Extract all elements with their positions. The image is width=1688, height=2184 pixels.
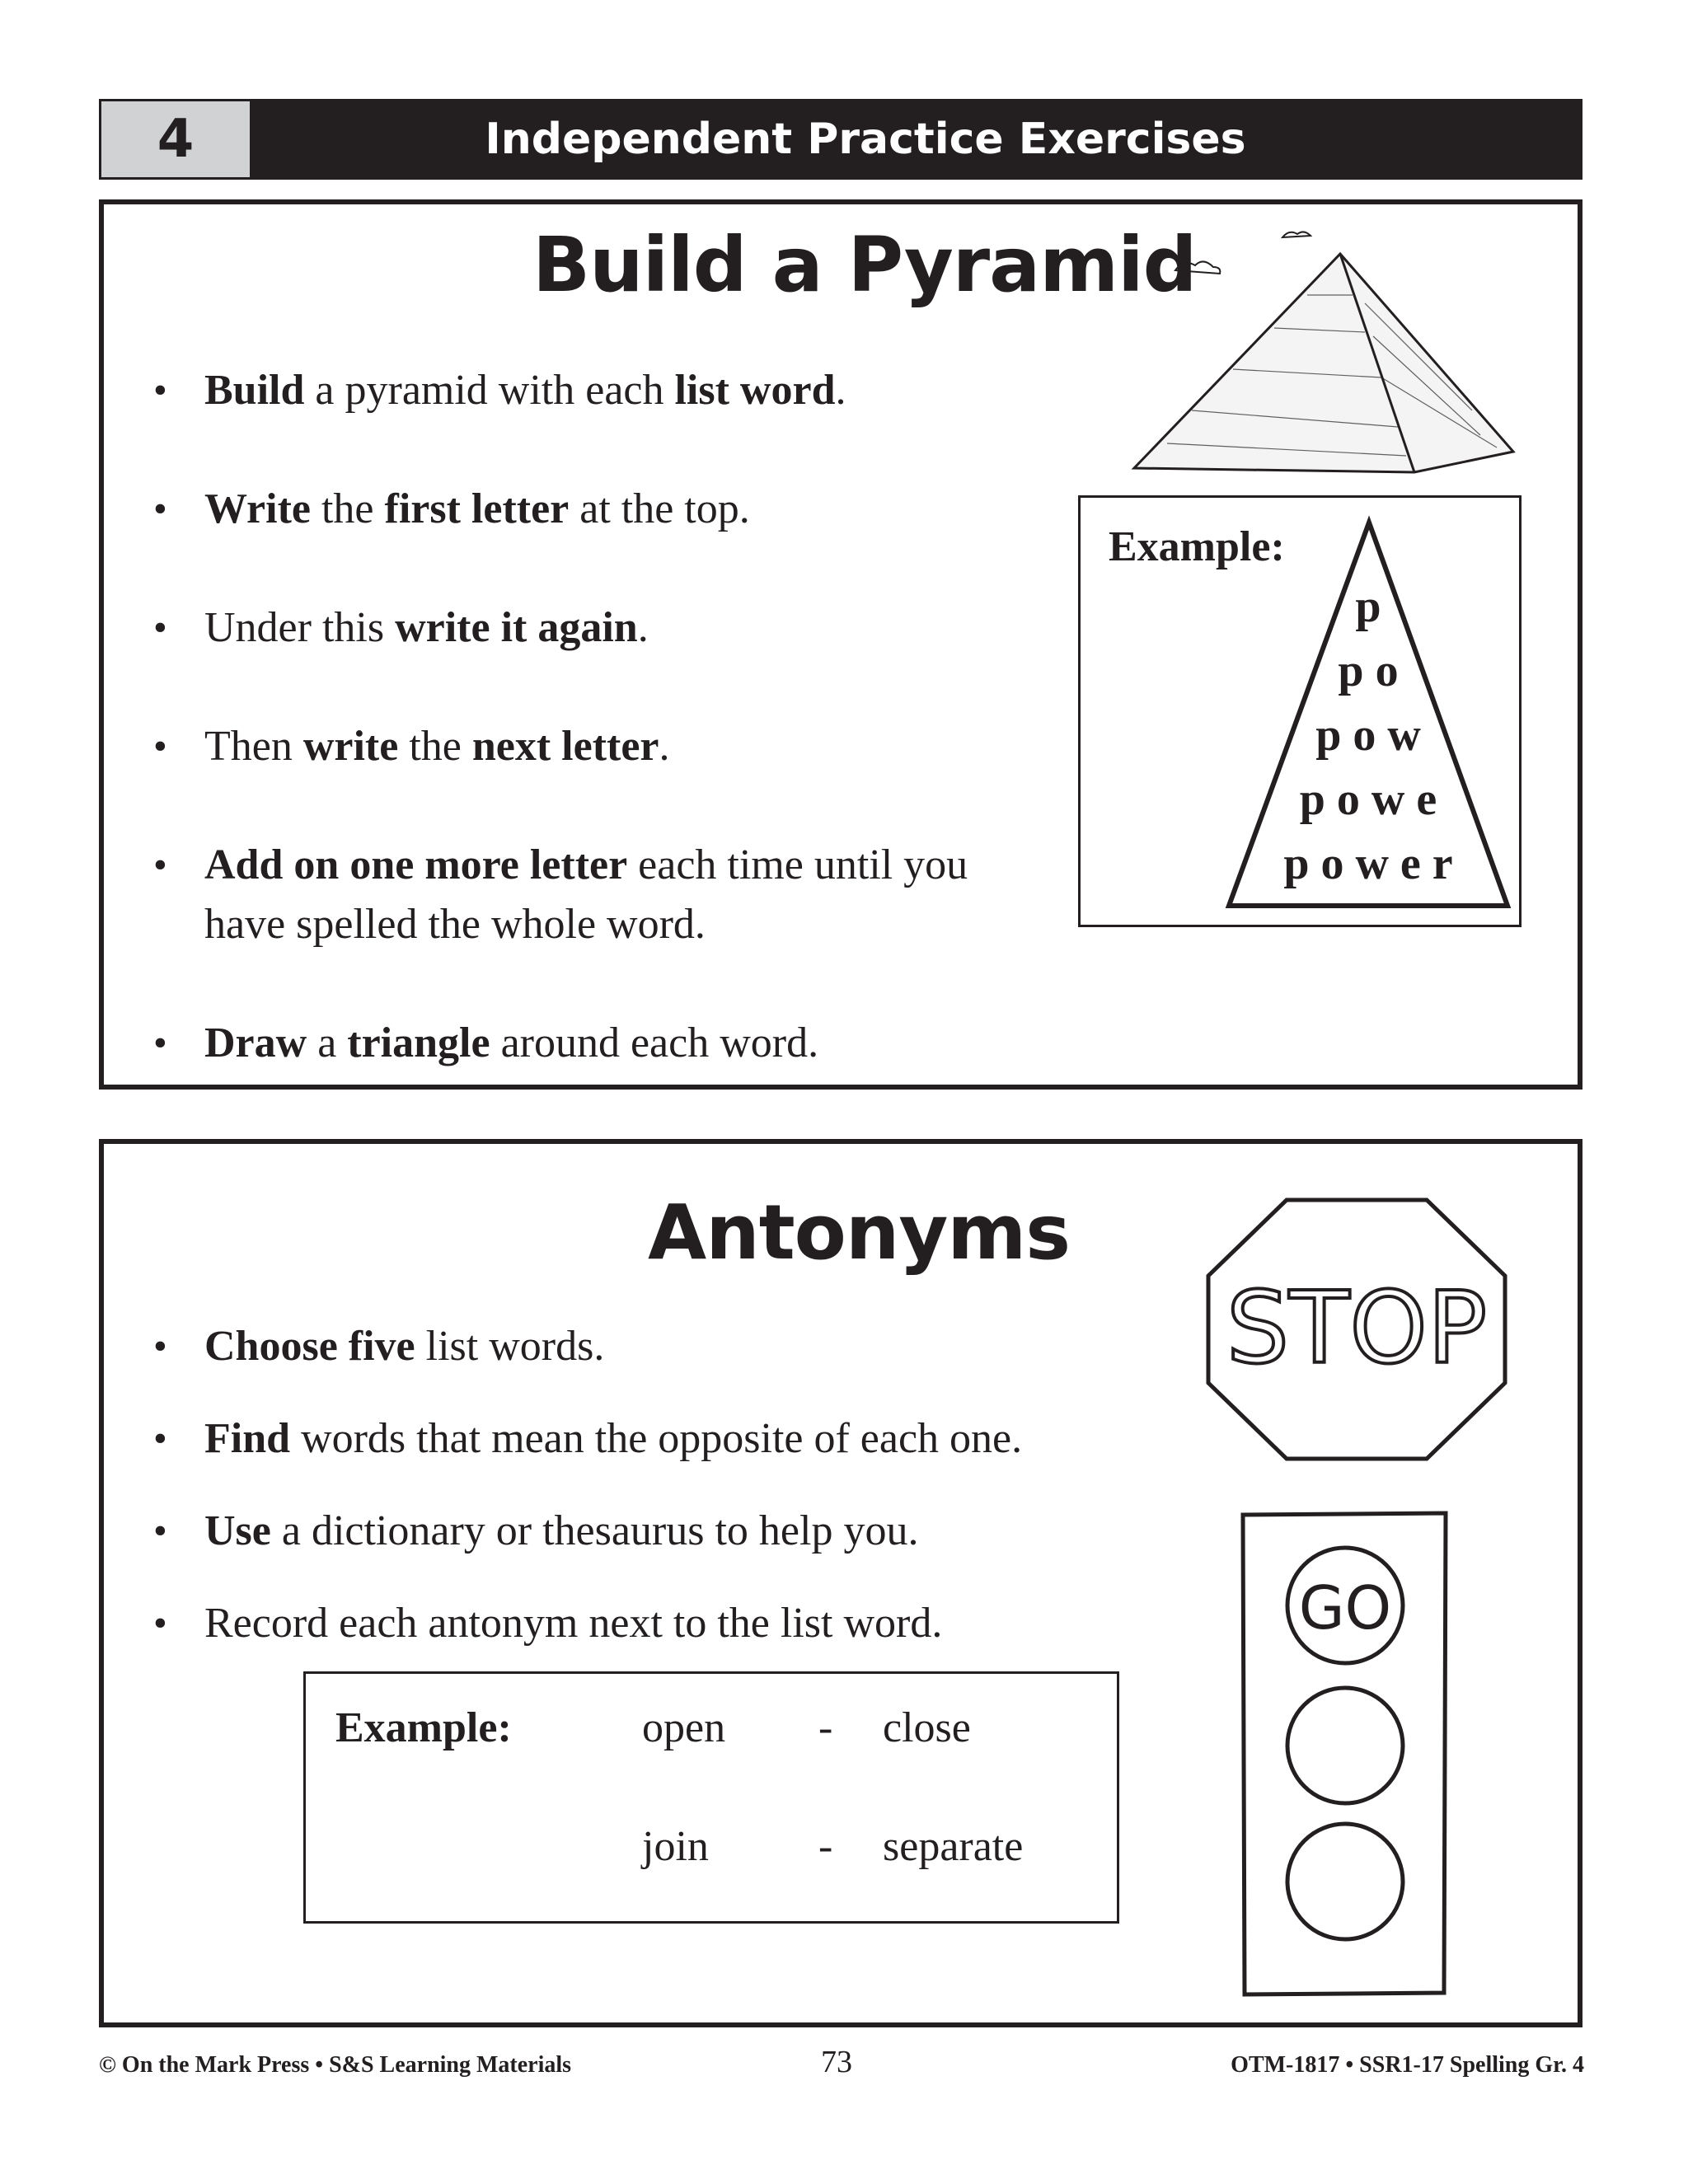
section-title: Independent Practice Exercises <box>485 115 1246 164</box>
antonym-example-box <box>303 1671 1119 1924</box>
instruction-item: • Choose five list words. <box>153 1323 605 1370</box>
antonyms-panel <box>99 1139 1582 2027</box>
pyramid-instructions-list <box>153 361 1126 1132</box>
instruction-item: • Use a dictionary or thesaurus to help you. <box>153 1507 919 1554</box>
pyramid-row: powe <box>1299 774 1449 825</box>
instruction-item: • Then write the next letter. <box>153 723 670 770</box>
pyramid-row: p <box>1355 581 1393 632</box>
list-word: join <box>642 1823 709 1870</box>
footer-publisher: © On the Mark Press • S&S Learning Materials <box>99 2052 572 2078</box>
pyramid-example-box <box>1078 495 1522 927</box>
instruction-item: • Find words that mean the opposite of each one. <box>153 1415 1023 1462</box>
svg-text:STOP: STOP <box>1226 1272 1488 1386</box>
page-number: 73 <box>821 2045 852 2079</box>
pair-dash: - <box>818 1823 833 1870</box>
traffic-light-icon <box>1233 1507 1464 2001</box>
panel-title: Build a Pyramid <box>532 221 1197 309</box>
antonym-word: separate <box>883 1823 1024 1870</box>
footer-product-code: OTM-1817 • SSR1-17 Spelling Gr. 4 <box>1231 2052 1584 2078</box>
instruction-item: • Record each antonym next to the list word. <box>153 1600 943 1647</box>
panel-title: Antonyms <box>648 1188 1070 1277</box>
instruction-item: • Write the first letter at the top. <box>153 485 750 532</box>
pyramid-row: pow <box>1315 710 1432 761</box>
stop-sign-icon <box>1200 1193 1513 1465</box>
antonym-instructions-list <box>153 1317 1225 1686</box>
pyramid-row: po <box>1338 645 1410 696</box>
instruction-item: • Draw a triangle around each word. <box>153 1019 819 1066</box>
section-header <box>99 99 1582 180</box>
pyramid-illustration-icon <box>1118 221 1530 485</box>
instruction-item: • Build a pyramid with each list word. <box>153 367 846 414</box>
example-label: Example: <box>335 1704 512 1751</box>
pair-dash: - <box>818 1704 833 1751</box>
svg-text:GO: GO <box>1298 1573 1392 1643</box>
instruction-item: • Under this write it again. <box>153 604 649 651</box>
build-pyramid-panel <box>99 199 1582 1090</box>
list-word: open <box>642 1704 726 1751</box>
pyramid-row: power <box>1283 838 1465 889</box>
section-number: 4 <box>101 101 252 177</box>
instruction-item: • Add on one more letter each time until you have spelled the whole word. <box>153 841 968 948</box>
antonym-word: close <box>883 1704 971 1751</box>
example-label: Example: <box>1109 523 1285 570</box>
